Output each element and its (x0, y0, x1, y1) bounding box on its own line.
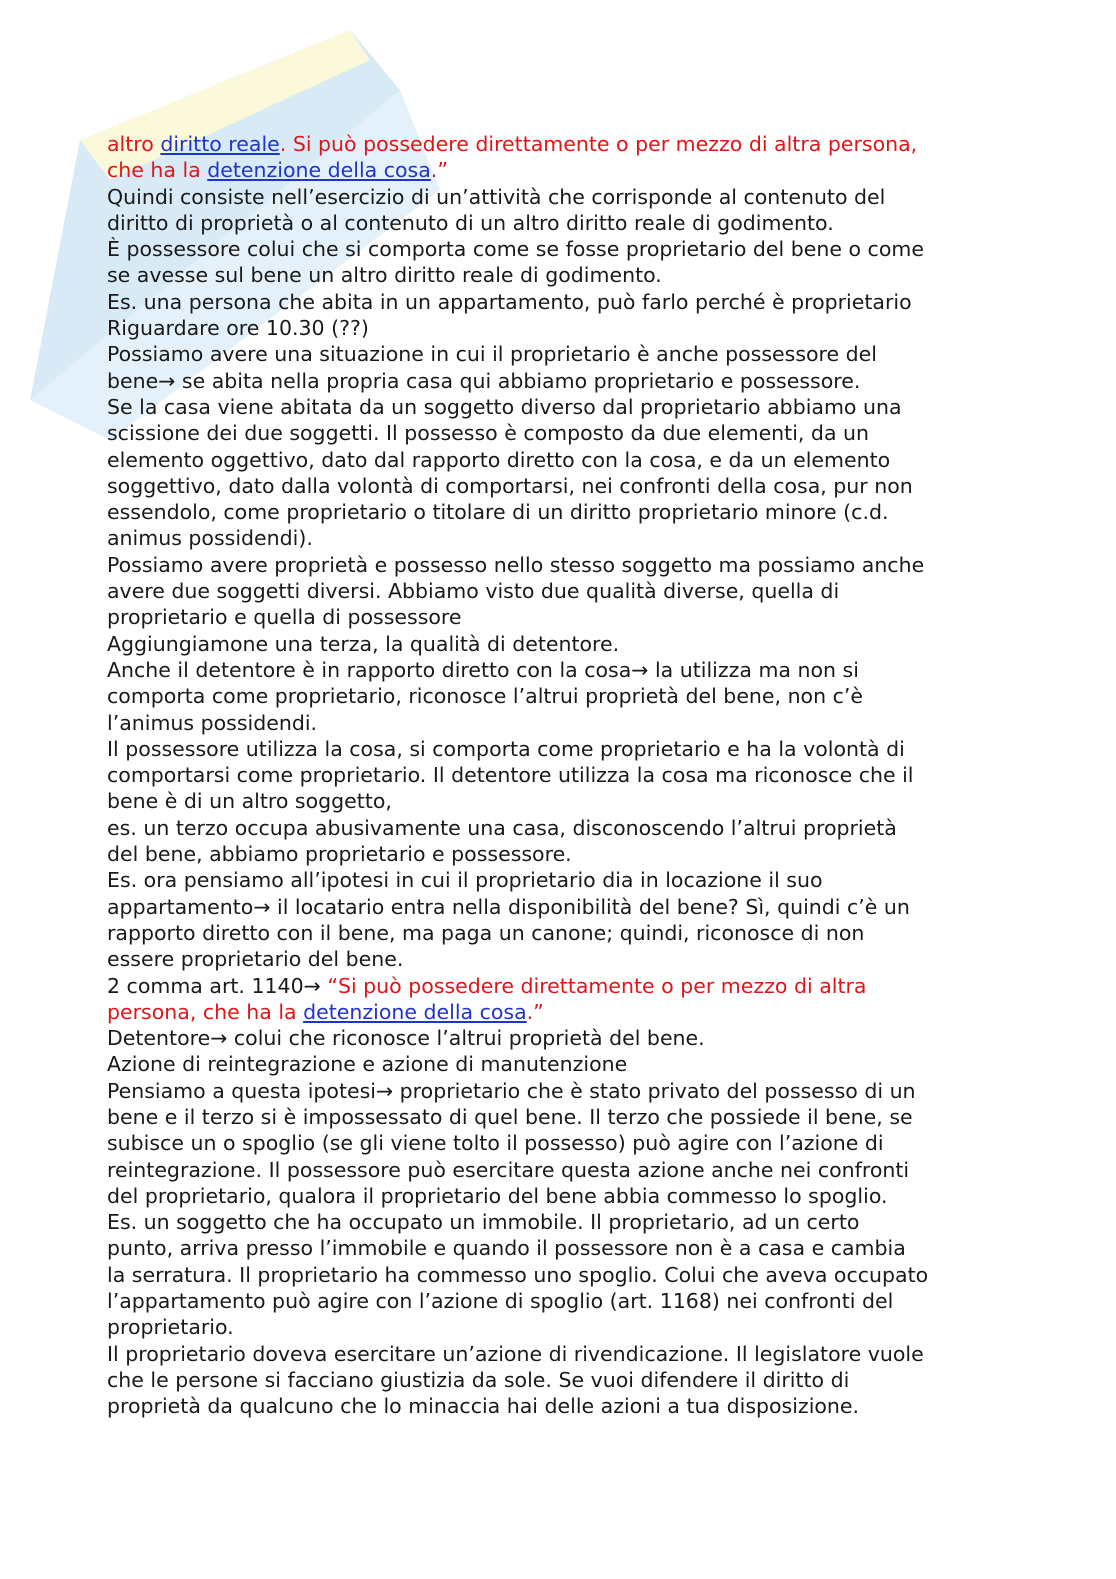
text-line: proprietario. (107, 1315, 234, 1340)
text-line: Riguardare ore 10.30 (??) (107, 316, 369, 341)
text-line: Possiamo avere proprietà e possesso nello stesso soggetto ma possiamo anche (107, 552, 925, 577)
text-line: bene e il terzo si è impossessato di quel bene. Il terzo che possiede il bene, se (107, 1104, 913, 1129)
text-line: essere proprietario del bene. (107, 947, 404, 972)
text-line: essendolo, come proprietario o titolare di un diritto proprietario minore (c.d. (107, 500, 889, 525)
text-line: la serratura. Il proprietario ha commesso uno spoglio. Colui che aveva occupato (107, 1262, 929, 1287)
text-line: appartamento→ il locatario entra nella disponibilità del bene? Sì, quindi c’è un (107, 894, 910, 919)
text-line: diritto di proprietà o al contenuto di un altro diritto reale di godimento. (107, 210, 834, 235)
text-line: bene è di un altro soggetto, (107, 789, 392, 814)
text-line: altro diritto reale. Si può possedere direttamente o per mezzo di altra persona, (107, 132, 918, 156)
text-line: Aggiungiamone una terza, la qualità di detentore. (107, 631, 620, 656)
link-detenzione-della-cosa[interactable]: detenzione della cosa (207, 158, 431, 183)
text-line: Quindi consiste nell’esercizio di un’attività che corrisponde al contenuto del (107, 184, 886, 209)
text-line: scissione dei due soggetti. Il possesso è composto da due elementi, da un (107, 421, 870, 446)
text-line: l’animus possidendi. (107, 710, 318, 735)
text-line: Detentore→ colui che riconosce l’altrui proprietà del bene. (107, 1026, 705, 1051)
text-line: Il proprietario doveva esercitare un’azione di rivendicazione. Il legislatore vuole (107, 1341, 924, 1366)
text-line: del proprietario, qualora il proprietario del bene abbia commesso lo spoglio. (107, 1183, 888, 1208)
text-line: comporta come proprietario, riconosce l’altrui proprietà del bene, non c’è (107, 684, 864, 709)
text-line: avere due soggetti diversi. Abbiamo visto due qualità diverse, quella di (107, 579, 840, 604)
text-line: Il possessore utilizza la cosa, si comporta come proprietario e ha la volontà di (107, 736, 905, 761)
link-diritto-reale[interactable]: diritto reale (160, 132, 280, 156)
text-line: che ha la detenzione della cosa.” (107, 158, 448, 183)
text-line: bene→ se abita nella propria casa qui abbiamo proprietario e possessore. (107, 368, 861, 393)
section-heading: Azione di reintegrazione e azione di manutenzione (107, 1052, 628, 1077)
text-line: Se la casa viene abitata da un soggetto diverso dal proprietario abbiamo una (107, 394, 902, 419)
text-line: subisce un o spoglio (se gli viene tolto il possesso) può agire con l’azione di (107, 1131, 884, 1156)
text-line: del bene, abbiamo proprietario e possessore. (107, 842, 572, 867)
text-line: punto, arriva presso l’immobile e quando il possessore non è a casa e cambia (107, 1236, 906, 1261)
text-line: Pensiamo a questa ipotesi→ proprietario che è stato privato del possesso di un (107, 1078, 916, 1103)
text-line: È possessore colui che si comporta come se fosse proprietario del bene o come (107, 237, 924, 262)
link-detenzione-della-cosa-2[interactable]: detenzione della cosa (303, 999, 527, 1024)
document-body (107, 131, 1027, 1420)
text-line: che le persone si facciano giustizia da sole. Se vuoi difendere il diritto di (107, 1367, 850, 1392)
text-line: Es. ora pensiamo all’ipotesi in cui il proprietario dia in locazione il suo (107, 868, 823, 893)
text-line: Es. un soggetto che ha occupato un immobile. Il proprietario, ad un certo (107, 1210, 860, 1235)
text-line: se avesse sul bene un altro diritto reale di godimento. (107, 263, 662, 288)
text-line: rapporto diretto con il bene, ma paga un canone; quindi, riconosce di non (107, 920, 865, 945)
text-line: Es. una persona che abita in un appartamento, può farlo perché è proprietario (107, 289, 912, 314)
text-line: reintegrazione. Il possessore può esercitare questa azione anche nei confronti (107, 1157, 910, 1182)
text-line: es. un terzo occupa abusivamente una casa, disconoscendo l’altrui proprietà (107, 815, 897, 840)
text-line: animus possidendi). (107, 526, 313, 551)
text-line: comportarsi come proprietario. Il detentore utilizza la cosa ma riconosce che il (107, 763, 914, 788)
text-line: persona, che ha la detenzione della cosa.” (107, 999, 544, 1024)
text-line: proprietario e quella di possessore (107, 605, 462, 630)
text-line: l’appartamento può agire con l’azione di spoglio (art. 1168) nei confronti del (107, 1289, 894, 1314)
text-line: proprietà da qualcuno che lo minaccia hai delle azioni a tua disposizione. (107, 1394, 860, 1419)
text-line: 2 comma art. 1140→ “Si può possedere direttamente o per mezzo di altra (107, 973, 867, 998)
text-line: elemento oggettivo, dato dal rapporto diretto con la cosa, e da un elemento (107, 447, 891, 472)
text-line: soggettivo, dato dalla volontà di comportarsi, nei confronti della cosa, pur non (107, 473, 913, 498)
text-line: Possiamo avere una situazione in cui il proprietario è anche possessore del (107, 342, 877, 367)
text-line: Anche il detentore è in rapporto diretto con la cosa→ la utilizza ma non si (107, 657, 859, 682)
